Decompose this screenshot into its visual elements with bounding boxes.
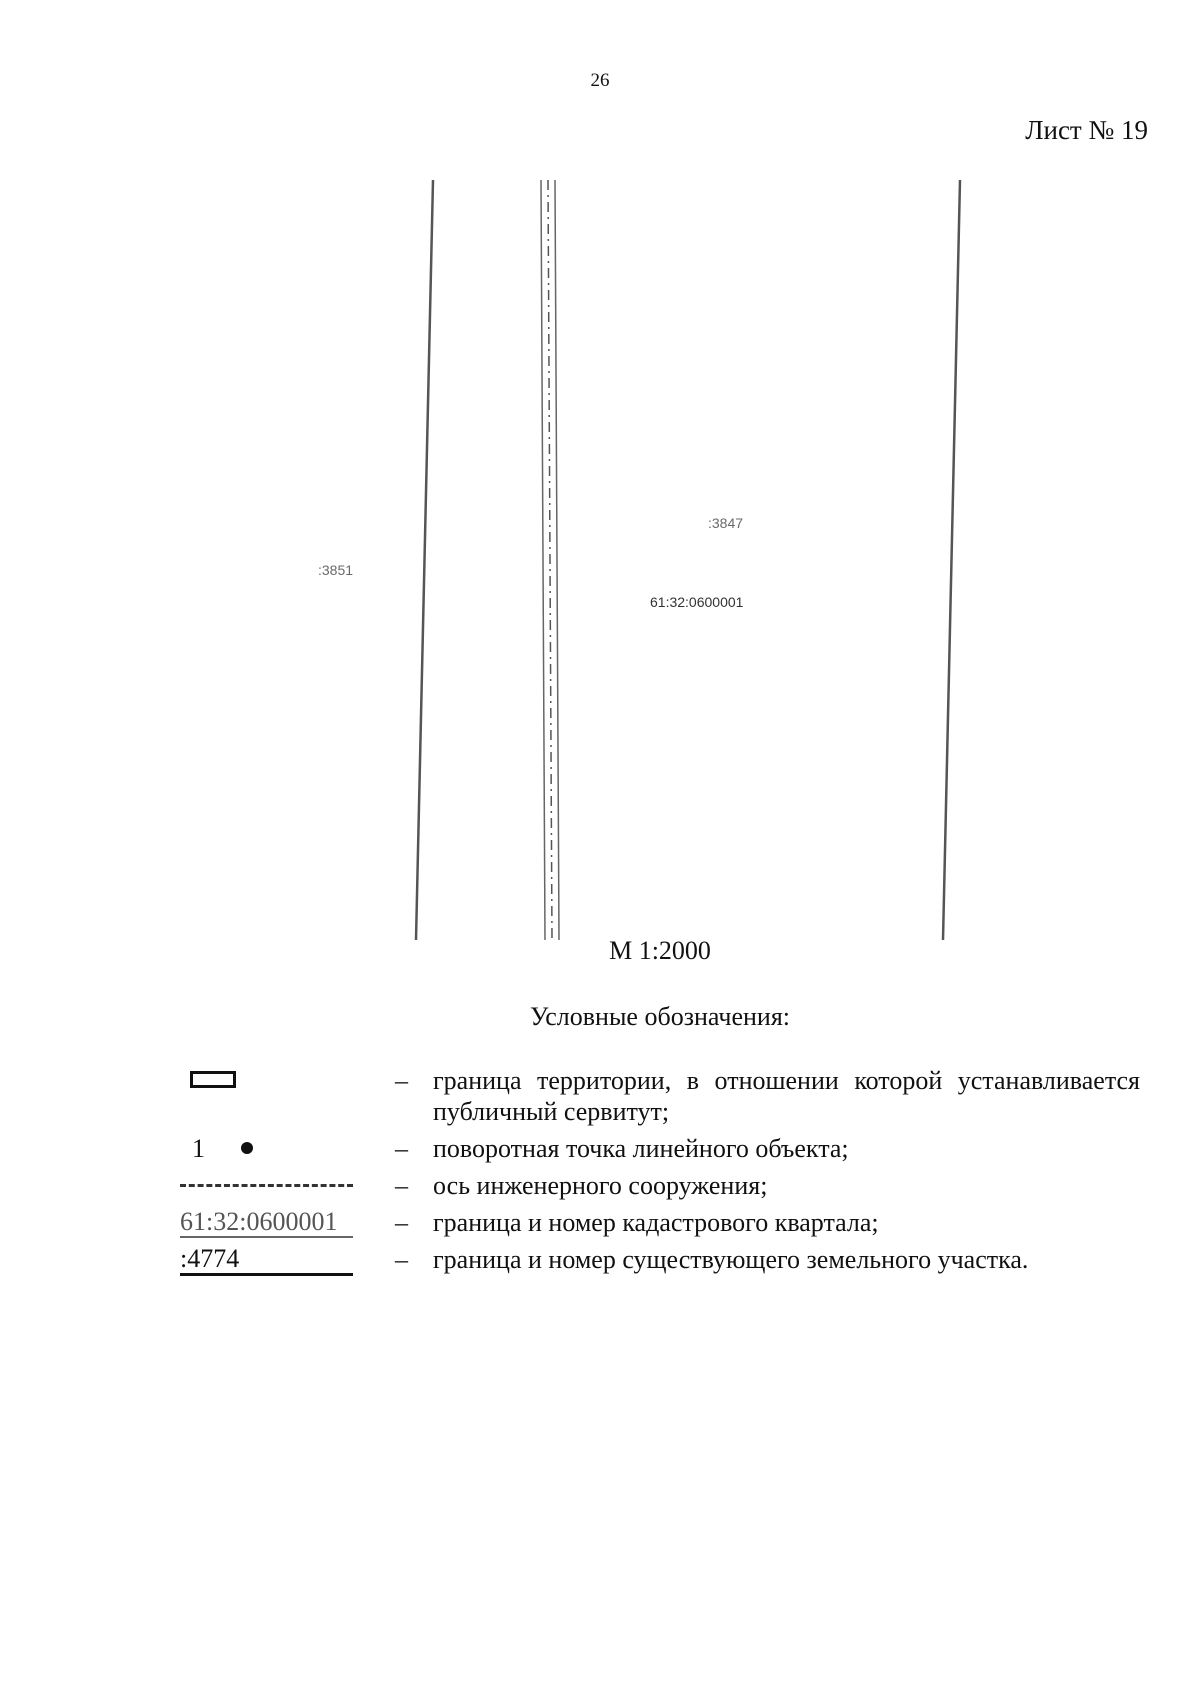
legend-symbol bbox=[180, 1133, 395, 1164]
corridor-edge-right bbox=[555, 180, 559, 940]
legend-text: граница и номер кадастрового квартала; bbox=[433, 1208, 879, 1237]
page-number: 26 bbox=[590, 70, 610, 91]
legend-item-cadastral-quarter bbox=[180, 1207, 1140, 1238]
point-number: 1 bbox=[192, 1134, 205, 1163]
legend-dash: – bbox=[395, 1208, 408, 1237]
legend-symbol bbox=[180, 1244, 395, 1275]
legend-dash: – bbox=[395, 1066, 408, 1095]
legend-text: граница территории, в отношении которой устанавливается публичный сервитут; bbox=[433, 1066, 1140, 1126]
legend-text: поворотная точка линейного объекта; bbox=[433, 1134, 849, 1163]
boundary-rectangle-icon bbox=[190, 1071, 236, 1088]
legend-item-land-parcel bbox=[180, 1244, 1140, 1275]
legend-dash: – bbox=[395, 1134, 408, 1163]
legend-symbol bbox=[180, 1207, 395, 1238]
legend-text: ось инженерного сооружения; bbox=[433, 1171, 768, 1200]
parcel-number-sample: :4774 bbox=[180, 1244, 353, 1276]
parcel-left-label: :3851 bbox=[318, 562, 354, 578]
legend-text: граница и номер существующего земельного участка. bbox=[433, 1245, 1029, 1274]
dashed-line-icon bbox=[180, 1184, 353, 1187]
corridor-edge-left bbox=[541, 180, 545, 940]
legend-item-servitude-boundary bbox=[180, 1065, 1140, 1127]
legend-title: Условные обозначения: bbox=[529, 1002, 791, 1031]
legend-dash: – bbox=[395, 1245, 408, 1274]
legend-item-turning-point bbox=[180, 1133, 1140, 1164]
parcel-boundary-right bbox=[943, 180, 960, 940]
legend-dash: – bbox=[395, 1171, 408, 1200]
legend-symbol bbox=[180, 1065, 395, 1096]
legend bbox=[180, 1065, 1140, 1281]
parcel-right-label: :3847 bbox=[708, 515, 744, 531]
sheet-number: Лист № 19 bbox=[1025, 115, 1148, 145]
legend-symbol bbox=[180, 1170, 395, 1201]
cadastral-quarter-label: 61:32:0600001 bbox=[650, 594, 744, 610]
engineering-axis bbox=[548, 180, 552, 940]
map-scale: М 1:2000 bbox=[609, 936, 711, 965]
parcel-boundary-left bbox=[416, 180, 433, 940]
point-dot-icon bbox=[241, 1142, 253, 1154]
legend-item-engineering-axis bbox=[180, 1170, 1140, 1201]
quarter-number-sample: 61:32:0600001 bbox=[180, 1207, 353, 1238]
